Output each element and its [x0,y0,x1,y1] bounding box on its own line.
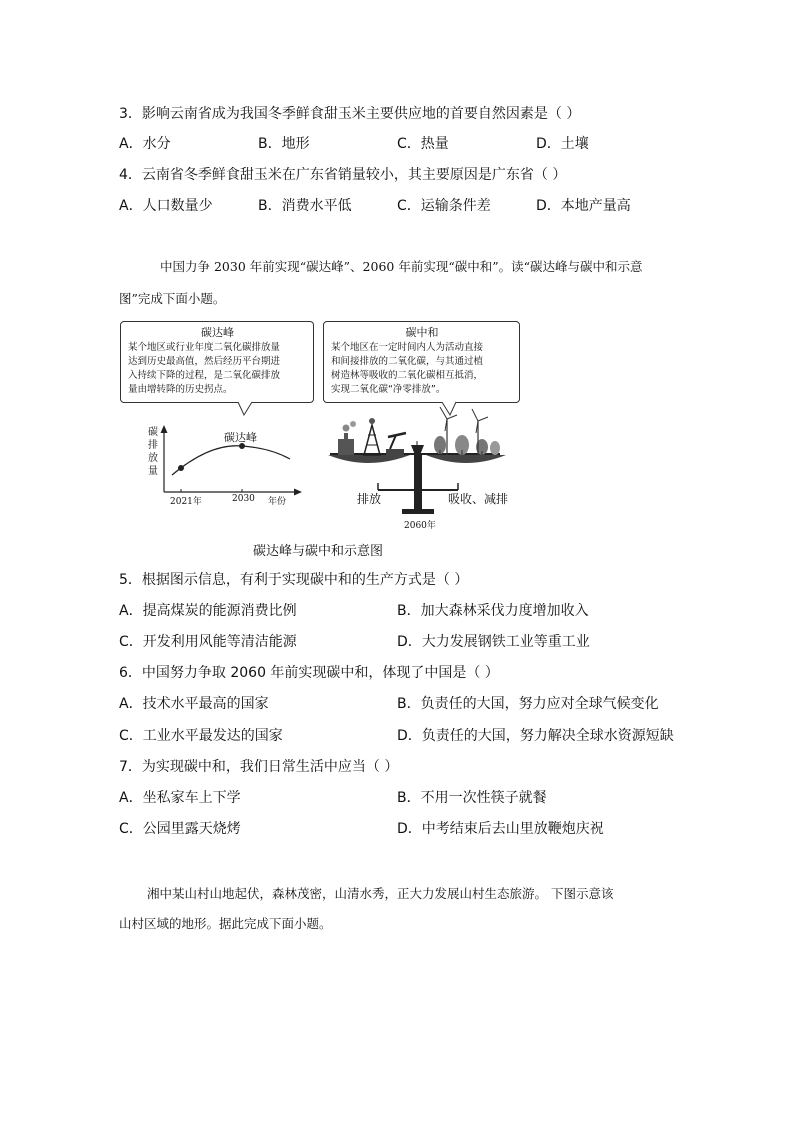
peak-bubble-tail-mask [239,400,251,403]
q5-option-c: C．开发利用风能等清洁能源 [119,634,297,650]
figure-graphics [110,395,530,540]
point-2021 [178,465,184,471]
q7-option-a: A．坐私家车上下学 [119,790,241,806]
neutral-definition-box [323,321,520,403]
scale-left-label: 排放 [357,492,382,506]
intro-village-line1: 湘中某山村山地起伏，森林茂密，山清水秀，正大力发展山村生态旅游。 下图示意该 [147,886,614,901]
question-4-stem: 4．云南省冬季鲜食甜玉米在广东省销量较小，其主要原因是广东省（ ） [119,167,567,183]
graph-x-label-year: 年份 [268,497,287,507]
graph-y-label [148,426,160,478]
peak-box-line: 入持续下降的过程，是二氧化碳排放 [128,370,281,381]
q3-option-d: D．土壤 [536,136,589,152]
y-label-char: 放 [148,453,158,464]
neutral-box-line: 实现二氧化碳“净零排放”。 [331,384,446,395]
tree-icons [434,435,500,455]
intro-carbon-line2: 图”完成下面小题。 [119,291,226,306]
scale-year-label: 2060年 [404,521,436,531]
y-label-char: 排 [148,440,158,451]
q4-option-d: D．本地产量高 [536,198,631,214]
q5-option-a: A．提高煤炭的能源消费比例 [119,603,297,619]
scale-pole [414,455,422,509]
right-pan [426,455,506,463]
emission-curve [172,446,290,475]
q6-option-c: C．工业水平最发达的国家 [119,728,283,744]
q7-option-c: C．公园里露天烧烤 [119,821,241,837]
neutral-box-line: 树造林等吸收的二氧化碳相互抵消， [331,370,484,381]
q4-option-c: C．运输条件差 [397,198,491,214]
neutral-bubble-tail-mask [443,400,455,403]
question-3-stem: 3．影响云南省成为我国冬季鲜食甜玉米主要供应地的首要自然因素是（ ） [119,106,581,122]
scale-right-label: 吸收、减排 [448,492,509,506]
y-label-char: 碳 [148,427,158,438]
q4-option-a: A．人口数量少 [119,198,213,214]
pump-jack-icon [386,433,406,455]
neutral-box-line: 某个地区在一定时间内人为活动直接 [331,342,484,353]
question-5-stem: 5．根据图示信息，有利于实现碳中和的生产方式是（ ） [119,572,469,588]
peak-bubble-tail [238,402,252,415]
q5-option-b: B．加大森林采伐力度增加收入 [397,603,589,619]
q3-option-b: B．地形 [258,136,310,152]
peak-box-line: 某个地区或行业年度二氧化碳排放量 [128,342,281,353]
left-pan [328,455,410,463]
factory-icon [338,421,356,455]
graph-x-label-2030: 2030 [232,494,255,504]
q4-option-b: B．消费水平低 [258,198,352,214]
peak-box-line: 达到历史最高值，然后经历平台期进 [128,356,281,367]
peak-box-line: 量由增转降的历史拐点。 [128,384,233,395]
graph-x-label-2021: 2021年 [170,497,202,507]
q6-option-d: D．负责任的大国，努力解决全球水资源短缺 [397,728,674,744]
oil-derrick-icon [364,418,380,455]
graph-x-arrow [294,489,302,496]
graph-y-arrow [161,425,168,433]
intro-carbon-line1: 中国力争 2030 年前实现“碳达峰”、2060 年前实现“碳中和”。读“碳达峰与碳中和示意 [160,259,643,274]
question-6-stem: 6．中国努力争取 2060 年前实现碳中和，体现了中国是（ ） [119,665,499,681]
q3-option-c: C．热量 [397,136,449,152]
q6-option-b: B．负责任的大国，努力应对全球气候变化 [397,696,659,712]
y-label-char: 量 [148,466,158,477]
peak-definition-box [120,321,314,403]
q7-option-d: D．中考结束后去山里放鞭炮庆祝 [397,821,604,837]
neutral-box-line: 和间接排放的二氧化碳，与其通过植 [331,356,484,367]
intro-village-line2: 山村区域的地形。据此完成下面小题。 [119,916,332,931]
peak-box-title: 碳达峰 [201,326,234,339]
figure-caption: 碳达峰与碳中和示意图 [253,544,384,559]
scale-base [402,509,434,514]
q3-option-a: A．水分 [119,136,171,152]
graph-peak-label: 碳达峰 [224,431,257,444]
q6-option-a: A．技术水平最高的国家 [119,696,269,712]
question-7-stem: 7．为实现碳中和，我们日常生活中应当（ ） [119,759,399,775]
q7-option-b: B．不用一次性筷子就餐 [397,790,547,806]
neutral-box-title: 碳中和 [405,326,439,339]
q5-option-d: D．大力发展钢铁工业等重工业 [397,634,590,650]
